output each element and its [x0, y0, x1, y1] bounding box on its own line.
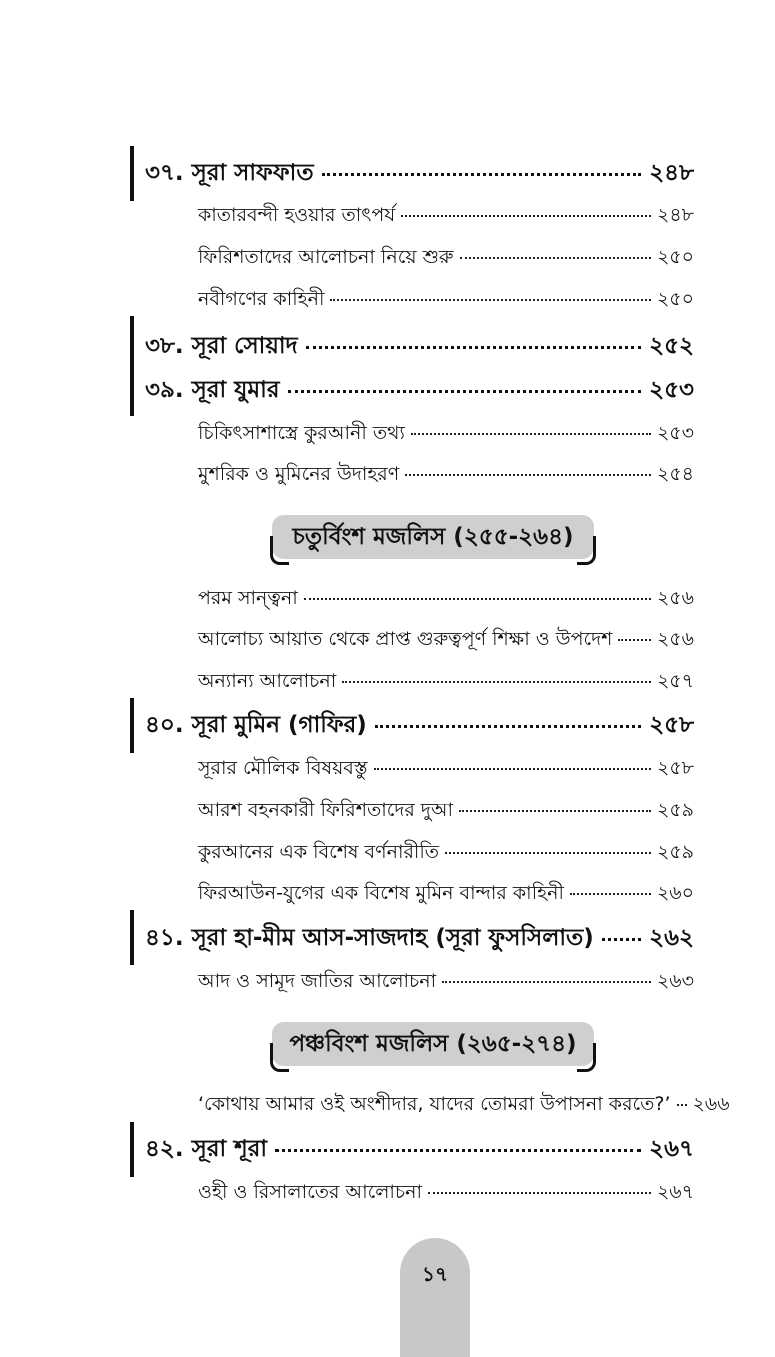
toc-entry-page: ২৬৭ [656, 1181, 694, 1203]
toc-sub-entry[interactable] [198, 668, 694, 694]
toc-entry-title: মুশরিক ও মুমিনের উদাহরণ [198, 463, 400, 485]
toc-entry-title: ফিরিশতাদের আলোচনা নিয়ে শুরু [198, 246, 454, 268]
toc-chapter-entry[interactable] [145, 709, 694, 741]
toc-chapter-entry[interactable] [145, 374, 694, 406]
toc-entry-page: ২৫০ [656, 246, 694, 268]
toc-sub-entry[interactable] [198, 1091, 730, 1117]
dot-leader [275, 1149, 641, 1152]
toc-sub-entry[interactable] [198, 797, 694, 823]
toc-entry-page: ২৬৬ [692, 1093, 730, 1115]
toc-sub-entry[interactable] [198, 244, 694, 270]
toc-sub-entry[interactable] [198, 839, 694, 865]
chapter-marker-bar [130, 698, 134, 753]
toc-entry-title: আলোচ্য আয়াত থেকে প্রাপ্ত গুরুত্বপূর্ণ শিক্ষা ও উপদেশ [198, 628, 613, 650]
toc-entry-title: কুরআনের এক বিশেষ বর্ণনারীতি [198, 841, 440, 863]
toc-entry-page: ২৬০ [656, 882, 694, 904]
page-number-tab [400, 1238, 470, 1357]
toc-entry-page: ২৫৬ [656, 628, 694, 650]
dot-leader [570, 893, 651, 895]
toc-entry-title: চিকিৎসাশাস্ত্রে কুরআনী তথ্য [198, 422, 405, 444]
toc-entry-title: ওহী ও রিসালাতের আলোচনা [198, 1181, 423, 1203]
toc-chapter-entry[interactable] [145, 922, 694, 954]
toc-entry-page: ২৫৭ [656, 670, 694, 692]
majlis-title: চতুর্বিংশ মজলিস (২৫৫-২৬৪) [292, 523, 574, 550]
toc-entry-page: ২৬২ [649, 925, 694, 951]
toc-sub-entry[interactable] [198, 461, 694, 487]
toc-sub-entry[interactable] [198, 286, 694, 312]
chapter-marker-bar [130, 146, 134, 201]
toc-entry-page: ২৪৮ [656, 204, 694, 226]
toc-entry-title: আদ ও সামূদ জাতির আলোচনা [198, 970, 437, 992]
toc-sub-entry[interactable] [198, 202, 694, 228]
dot-leader [459, 810, 651, 812]
toc-entry-page: ২৫৯ [656, 841, 694, 863]
toc-entry-page: ২৫৬ [656, 587, 694, 609]
toc-entry-title: ৪০. সূরা মুমিন (গাফির) [145, 712, 367, 738]
dot-leader [405, 474, 651, 476]
toc-entry-page: ২৫০ [656, 288, 694, 310]
dot-leader [428, 1192, 651, 1194]
page-number: ১৭ [422, 1262, 448, 1286]
chapter-marker-bar [130, 910, 134, 965]
toc-entry-title: ৩৭. সূরা সাফফাত [145, 160, 314, 186]
toc-chapter-entry[interactable] [145, 330, 694, 362]
chapter-marker-bar [130, 1122, 134, 1177]
toc-entry-title: সূরার মৌলিক বিষয়বস্তু [198, 757, 368, 779]
dot-leader [322, 173, 642, 176]
toc-entry-page: ২৫৩ [649, 377, 694, 403]
toc-entry-page: ২৪৮ [649, 160, 694, 186]
dot-leader [306, 346, 642, 349]
majlis-section-heading [272, 515, 594, 559]
toc-sub-entry[interactable] [198, 1179, 694, 1205]
toc-entry-page: ২৫৩ [656, 422, 694, 444]
toc-entry-title: ৪২. সূরা শূরা [145, 1136, 268, 1162]
dot-leader [602, 938, 641, 941]
toc-entry-title: কাতারবন্দী হওয়ার তাৎপর্য [198, 204, 396, 226]
dot-leader [445, 852, 651, 854]
toc-sub-entry[interactable] [198, 420, 694, 446]
dot-leader [401, 215, 651, 217]
dot-leader [375, 725, 641, 728]
toc-entry-title: ‘কোথায় আমার ওই অংশীদার, যাদের তোমরা উপাসনা করতে?’ [198, 1093, 671, 1115]
chapter-marker-bar [130, 316, 134, 416]
toc-entry-page: ২৫২ [649, 333, 694, 359]
toc-entry-page: ২৫৪ [656, 463, 694, 485]
toc-chapter-entry[interactable] [145, 1133, 694, 1165]
toc-entry-page: ২৫৮ [656, 757, 694, 779]
dot-leader [342, 681, 651, 683]
toc-sub-entry[interactable] [198, 968, 694, 994]
dot-leader [442, 981, 651, 983]
toc-chapter-entry[interactable] [145, 157, 694, 189]
toc-sub-entry[interactable] [198, 880, 694, 906]
toc-entry-title: ৩৯. সূরা যুমার [145, 377, 280, 403]
toc-entry-title: আরশ বহনকারী ফিরিশতাদের দুআ [198, 799, 453, 821]
toc-entry-title: পরম সান্ত্বনা [198, 587, 298, 609]
toc-entry-page: ২৬৭ [649, 1136, 694, 1162]
dot-leader [677, 1104, 687, 1106]
toc-entry-page: ২৬৩ [656, 970, 694, 992]
toc-entry-title: নবীগণের কাহিনী [198, 288, 325, 310]
dot-leader [330, 299, 651, 301]
toc-entry-title: ৪১. সূরা হা-মীম আস-সাজদাহ (সূরা ফুসসিলাত) [145, 925, 594, 951]
toc-entry-page: ২৫৮ [649, 712, 694, 738]
dot-leader [288, 390, 642, 393]
toc-sub-entry[interactable] [198, 626, 694, 652]
toc-entry-title: ৩৮. সূরা সোয়াদ [145, 333, 298, 359]
toc-entry-title: ফিরআউন-যুগের এক বিশেষ মুমিন বান্দার কাহিনী [198, 882, 564, 904]
dot-leader [374, 768, 651, 770]
majlis-title: পঞ্চবিংশ মজলিস (২৬৫-২৭৪) [289, 1030, 577, 1057]
dot-leader [411, 433, 651, 435]
toc-entry-page: ২৫৯ [656, 799, 694, 821]
toc-sub-entry[interactable] [198, 755, 694, 781]
toc-entry-title: অন্যান্য আলোচনা [198, 670, 337, 692]
toc-sub-entry[interactable] [198, 585, 694, 611]
dot-leader [618, 639, 651, 641]
dot-leader [460, 257, 651, 259]
dot-leader [304, 598, 651, 600]
majlis-section-heading [272, 1022, 594, 1066]
